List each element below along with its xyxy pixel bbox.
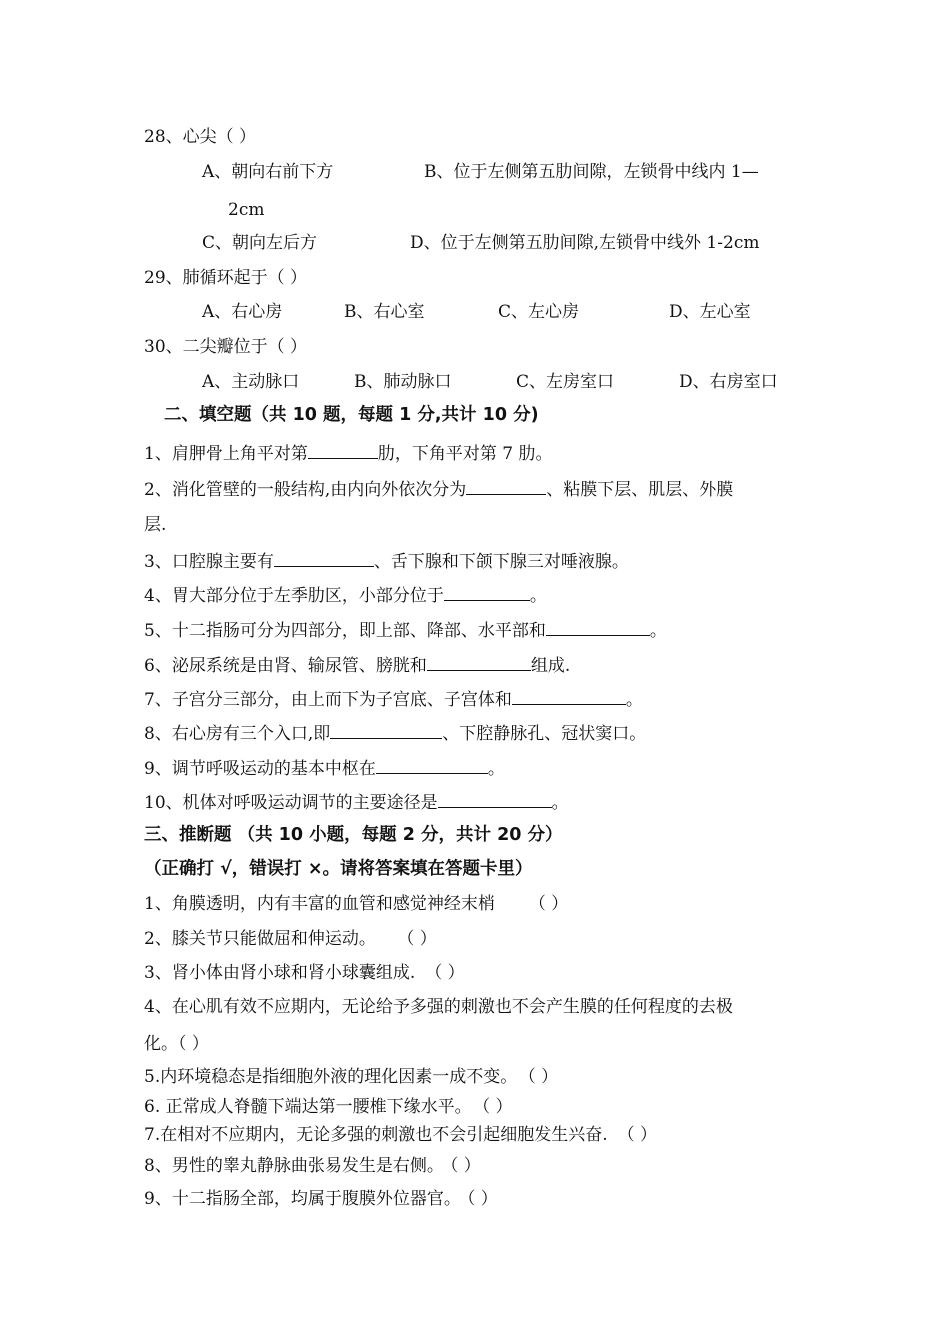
- fill-item-5-text-end: 。: [649, 621, 667, 641]
- question-28-option-c: C、朝向左后方: [202, 233, 318, 253]
- judge-item-7-text: 7.在相对不应期内，无论多强的刺激也不会引起细胞发生兴奋.: [144, 1125, 608, 1145]
- fill-item-8-blank: [330, 722, 442, 739]
- fill-section-heading: 二、填空题（共 10 题，每题 1 分,共计 10 分): [164, 405, 539, 425]
- judge-item-7: [144, 1125, 657, 1145]
- question-30-option-a: A、主动脉口: [202, 372, 300, 392]
- judge-item-2-answer-paren: （ ）: [405, 929, 437, 949]
- question-28-option-d: D、位于左侧第五肋间隙,左锁骨中线外 1-2cm: [410, 233, 760, 253]
- question-29-option-d: D、左心室: [669, 302, 751, 322]
- fill-item-2-text-end: 、粘膜下层、肌层、外膜: [546, 480, 734, 500]
- judge-item-5-answer-paren: （ ）: [527, 1067, 559, 1087]
- judge-item-3-text: 3、肾小体由肾小球和肾小球囊组成.: [144, 963, 416, 983]
- fill-item-9-blank: [376, 757, 488, 774]
- fill-item-8-text: 8、右心房有三个入口,即: [144, 724, 331, 744]
- fill-item-6-text: 6、泌尿系统是由肾、输尿管、膀胱和: [144, 656, 427, 676]
- question-29-stem: 29、肺循环起于（ ）: [144, 268, 308, 288]
- judge-item-1-text: 1、角膜透明，内有丰富的血管和感觉神经末梢: [144, 894, 495, 914]
- judge-item-1-answer-paren: （ ）: [528, 894, 569, 914]
- question-29-option-c: C、左心房: [498, 302, 580, 322]
- judge-item-5: [144, 1067, 558, 1087]
- fill-item-7-text-end: 。: [625, 690, 643, 710]
- judge-item-9-answer-paren: （ ）: [466, 1189, 498, 1209]
- fill-item-2-blank: [466, 478, 546, 495]
- fill-item-10-text-end: 。: [551, 793, 569, 813]
- fill-item-10-blank: [438, 791, 552, 808]
- judge-item-9: [144, 1189, 498, 1209]
- question-28-stem: 28、心尖（ ）: [144, 127, 257, 147]
- fill-item-5: [144, 619, 667, 639]
- fill-item-7-text: 7、子宫分三部分，由上而下为子宫底、子宫体和: [144, 690, 512, 710]
- fill-item-4-text: 4、胃大部分位于左季肋区，小部分位于: [144, 586, 444, 606]
- judge-item-6-answer-paren: （ ）: [481, 1097, 513, 1117]
- question-28-option-b: B、位于左侧第五肋间隙，左锁骨中线内 1—: [424, 162, 759, 182]
- fill-item-3: [144, 550, 629, 570]
- question-30-stem: 30、二尖瓣位于（ ）: [144, 337, 308, 357]
- judge-item-6-text: 6. 正常成人脊髓下端达第一腰椎下缘水平。: [144, 1097, 472, 1117]
- judge-item-8-answer-paren: （ ）: [449, 1156, 481, 1176]
- question-30-option-d: D、右房室口: [679, 372, 778, 392]
- judge-item-2: [144, 929, 437, 949]
- judge-item-4-continued: 化。（ ）: [144, 1034, 209, 1054]
- judge-item-2-text: 2、膝关节只能做屈和伸运动。: [144, 929, 376, 949]
- fill-item-1-text: 1、肩胛骨上角平对第: [144, 444, 308, 464]
- question-30-option-c: C、左房室口: [516, 372, 615, 392]
- fill-item-2-text: 2、消化管壁的一般结构,由内向外依次分为: [144, 480, 467, 500]
- judge-section-heading: 三、推断题 （共 10 小题，每题 2 分，共计 20 分）: [144, 825, 563, 845]
- judge-item-3-answer-paren: （ ）: [425, 963, 465, 983]
- question-28-option-b-continued: 2cm: [228, 200, 265, 220]
- question-28-option-a: A、朝向右前下方: [202, 162, 334, 182]
- judge-instruction: （正确打 √，错误打 ×。请将答案填在答题卡里）: [144, 859, 533, 879]
- judge-item-1: [144, 894, 568, 914]
- fill-item-9-text: 9、调节呼吸运动的基本中枢在: [144, 759, 376, 779]
- fill-item-9-text-end: 。: [487, 759, 505, 779]
- fill-item-5-blank: [546, 619, 650, 636]
- judge-item-8-text: 8、男性的睾丸静脉曲张易发生是右侧。: [144, 1156, 444, 1176]
- fill-item-7-blank: [512, 688, 626, 705]
- fill-item-5-text: 5、十二指肠可分为四部分，即上部、降部、水平部和: [144, 621, 546, 641]
- fill-item-3-text: 3、口腔腺主要有: [144, 552, 274, 572]
- question-30-option-b: B、肺动脉口: [354, 372, 452, 392]
- judge-item-4: 4、在心肌有效不应期内，无论给予多强的刺激也不会产生膜的任何程度的去极: [144, 997, 733, 1017]
- fill-item-1-blank: [308, 442, 378, 459]
- fill-item-3-blank: [274, 550, 374, 567]
- fill-item-2: [144, 478, 733, 498]
- fill-item-3-text-end: 、舌下腺和下颌下腺三对唾液腺。: [373, 552, 629, 572]
- judge-item-9-text: 9、十二指肠全部，均属于腹膜外位器官。: [144, 1189, 461, 1209]
- fill-item-1-text-end: 肋，下角平对第 7 肋。: [377, 444, 553, 464]
- judge-item-8: [144, 1156, 481, 1176]
- fill-item-2-continued: 层.: [144, 515, 167, 535]
- judge-item-6: [144, 1097, 513, 1117]
- judge-item-3: [144, 963, 465, 983]
- judge-item-5-text: 5.内环境稳态是指细胞外液的理化因素一成不变。: [144, 1067, 518, 1087]
- fill-item-1: [144, 442, 552, 462]
- fill-item-4-blank: [444, 584, 530, 601]
- fill-item-8-text-end: 、下腔静脉孔、冠状窦口。: [442, 724, 647, 744]
- fill-item-6: [144, 654, 570, 674]
- fill-item-10: [144, 791, 569, 811]
- fill-item-6-text-end: 组成.: [530, 656, 571, 676]
- fill-item-6-blank: [427, 654, 531, 671]
- judge-item-7-answer-paren: （ ）: [617, 1125, 658, 1145]
- fill-item-7: [144, 688, 643, 708]
- fill-item-8: [144, 722, 646, 742]
- question-29-option-b: B、右心室: [344, 302, 425, 322]
- fill-item-10-text: 10、机体对呼吸运动调节的主要途径是: [144, 793, 438, 813]
- fill-item-4: [144, 584, 547, 604]
- fill-item-4-text-end: 。: [529, 586, 547, 606]
- fill-item-9: [144, 757, 505, 777]
- question-29-option-a: A、右心房: [202, 302, 283, 322]
